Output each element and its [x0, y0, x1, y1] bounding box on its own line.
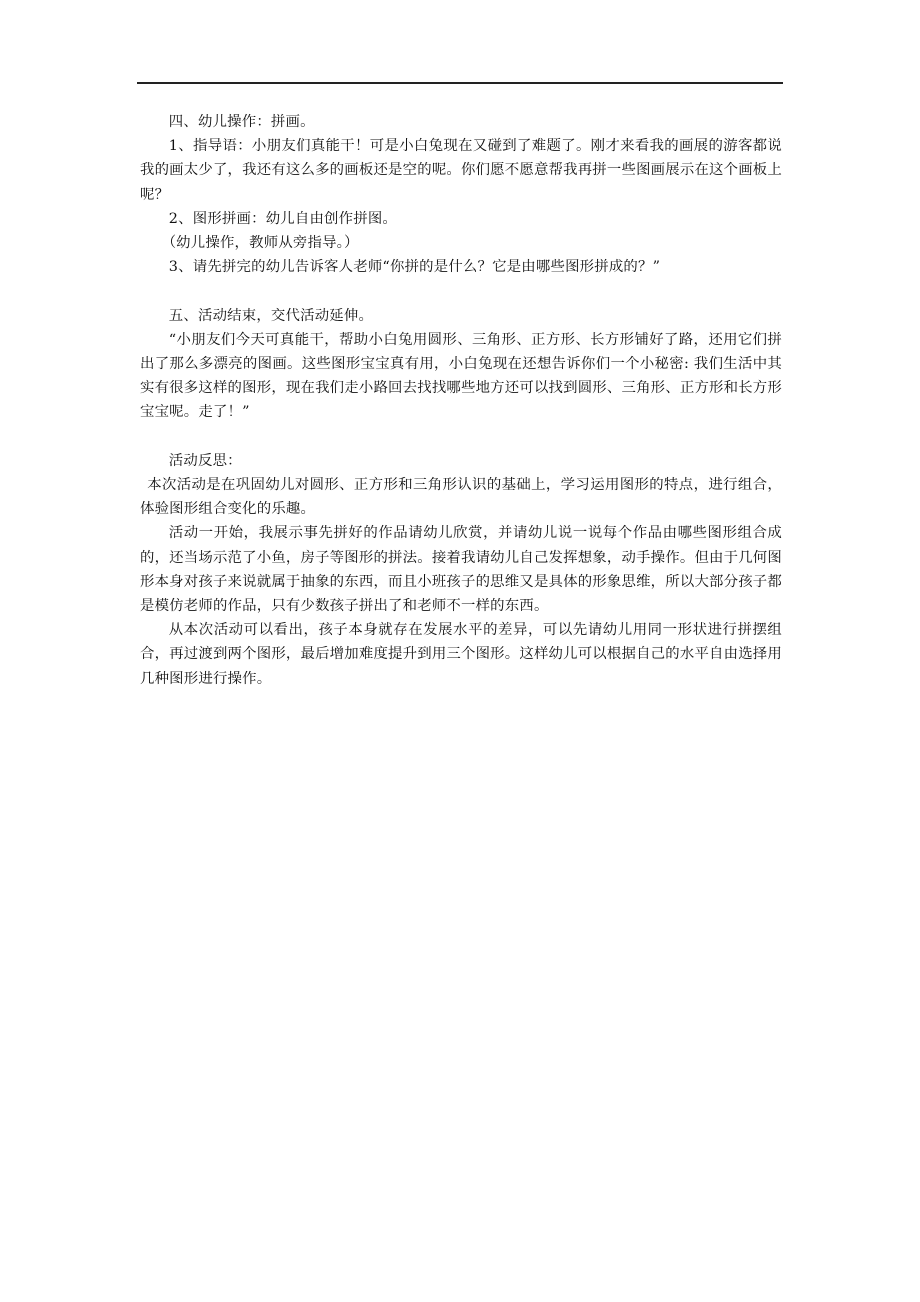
blank-line — [140, 279, 782, 303]
section-4-item-2-note: （幼儿操作，教师从旁指导。） — [161, 235, 359, 252]
header-rule — [137, 82, 783, 84]
reflection-paragraph-3: 从本次活动可以看出，孩子本身就存在发展水平的差异，可以先请幼儿用同一形状进行拼摆组合，再过渡到两个图形，最后增加难度提升到用三个图形。这样幼儿可以根据自己的水平自由选择用几种图形进行操作。 — [140, 622, 782, 687]
section-4-item-3: 3、请先拼完的幼儿告诉客人老师“你拼的是什么？它是由哪些图形拼成的？” — [168, 259, 661, 276]
section-5-title: 五、活动结束，交代活动延伸。 — [168, 307, 374, 324]
section-4-title: 四、幼儿操作：拼画。 — [168, 114, 315, 130]
reflection-paragraph-1: 本次活动是在巩固幼儿对圆形、正方形和三角形认识的基础上，学习运用图形的特点，进行组合，体验图形组合变化的乐趣。 — [140, 477, 782, 518]
blank-line — [140, 425, 782, 449]
reflection-title: 活动反思： — [168, 452, 242, 469]
document-body — [140, 110, 782, 691]
reflection-paragraph-2: 活动一开始，我展示事先拼好的作品请幼儿欣赏，并请幼儿说一说每个作品由哪些图形组合成的，还当场示范了小鱼，房子等图形的拼法。接着我请幼儿自己发挥想象，动手操作。但由于几何图形本身对孩子来说就属于抽象的东西，而且小班孩子的思维又是具体的形象思维，所以大部分孩子都是模仿老师的作品，只有少数孩子拼出了和老师不一样的东西。 — [140, 525, 782, 615]
section-5-quote: “小朋友们今天可真能干，帮助小白兔用圆形、三角形、正方形、长方形铺好了路，还用它们拼出了那么多漂亮的图画。这些图形宝宝真有用，小白兔现在还想告诉你们一个小秘密: 我们生活中其实有很多这样的图形，现在我们走小路回去找找哪些地方还可以找到圆形、三角形、正方形和长方形宝宝呢。走了！” — [140, 331, 782, 421]
section-4-item-1: 1、指导语：小朋友们真能干！可是小白兔现在又碰到了难题了。刚才来看我的画展的游客都说我的画太少了，我还有这么多的画板还是空的呢。你们愿不愿意帮我再拼一些图画展示在这个画板上呢？ — [140, 138, 782, 203]
section-4-item-2: 2、图形拼画：幼儿自由创作拼图。 — [168, 210, 398, 227]
